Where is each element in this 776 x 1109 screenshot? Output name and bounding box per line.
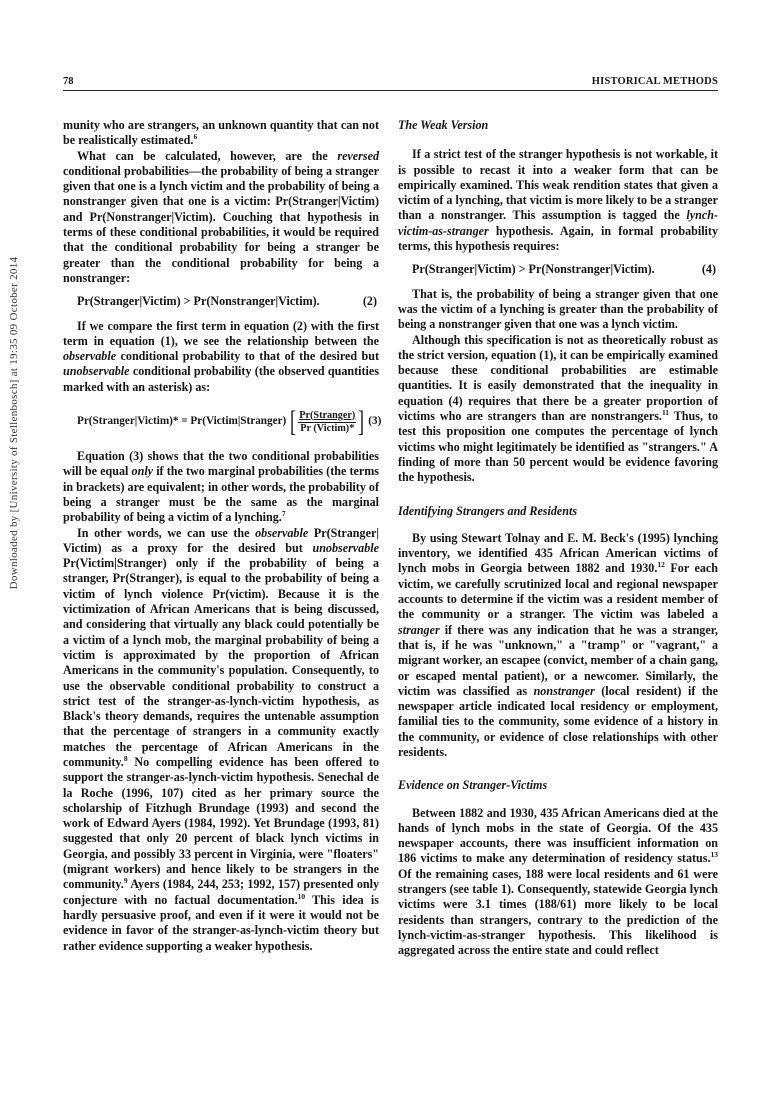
download-watermark <box>6 140 22 705</box>
equation-lhs: Pr(Stranger|Victim)* = Pr(Victim|Stranger) <box>77 415 287 428</box>
fraction-numerator: Pr(Stranger) <box>299 409 356 421</box>
download-note: Downloaded by [University of Stellenbosch] at 19:35 09 October 2014 <box>8 256 20 589</box>
footnote-ref: 8 <box>123 753 128 763</box>
equation-2 <box>63 294 379 309</box>
fraction-denominator: Pr (Victim)* <box>300 422 355 434</box>
footnote-ref: 11 <box>661 408 670 418</box>
equation-body: Pr(Stranger|Victim) > Pr(Nonstranger|Victim). <box>77 294 320 309</box>
paragraph: In other words, we can use the observable Pr(Stranger| Victim) as a proxy for the desired but unobservable Pr(Victim|Stranger) only if the probability of being a stranger, Pr(Stranger), is equal to the probability of being a victim of lynch violence Pr(victim). Because it is the victimization of African Americans that is being discussed, and considering that virtually any black could potentially be a victim of a lynch mob, the marginal probability of being a victim is approximated by the proportion of African Americans in the community's population. Consequently, to use the observable conditional probability to construct a strict test of the stranger-as-lynch-victim hypothesis, as Black's theory demands, requires the untenable assumption that the percentage of strangers in a community exactly matches the percentage of African Americans in the community.$^8$ No compelling evidence has been offered to support the stranger-as-lynch-victim hypothesis. Senechal de la Roche (1996, 107) cited as her primary source the scholarship of Fitzhugh Brundage (1993) and second the work of Edward Ayers (1984, 1992). Yet Brundage (1993, 81) suggested that only 20 percent of black lynch victims in Georgia, and possibly 33 percent in Virginia, were "floaters" (migrant workers) and hence likely to be strangers in the community.$^9$ Ayers (1984, 244, 253; 1992, 157) presented only conjecture with no factual documentation.$^{10}$ This idea is hardly persuasive proof, and even if it were it would not be evidence in favor of the stranger-as-lynch-victim theory but rather evidence supporting a weaker hypothesis. <box>63 525 379 953</box>
equation-4 <box>398 262 718 277</box>
equation-number: (2) <box>362 294 377 309</box>
equation-3 <box>63 405 382 439</box>
header-rule <box>63 90 718 91</box>
paragraph: That is, the probability of being a stranger given that one was the victim of a lynching is greater than the probability of being a nonstranger given that one was a lynch victim. <box>398 286 718 332</box>
journal-title: HISTORICAL METHODS <box>591 76 718 87</box>
footnote-ref: 10 <box>297 891 306 901</box>
paragraph: If we compare the first term in equation (2) with the first term in equation (1), we see the relationship between the observable conditional probability to that of the desired but unobservable conditional probability (the observed quantities marked with an asterisk) as: <box>63 318 379 394</box>
paragraph: Equation (3) shows that the two conditional probabilities will be equal only if the two marginal probabilities (the terms in brackets) are equivalent; in other words, the probability of being a stranger must be the same as the marginal probability of being a victim of a lynching.$^7$ <box>63 449 379 525</box>
running-header <box>63 76 718 90</box>
paragraph: What can be calculated, however, are the reversed conditional probabilities—the probability of being a stranger given that one is a lynch victim and the probability of being a nonstranger given that one is a victim: Pr(Stranger|Victim) and Pr(Nonstranger|Victim). Couching that hypothesis in terms of these conditional probabilities, it would be required that the conditional probability for being a stranger be greater than the conditional probability for being a nonstranger: <box>63 148 379 285</box>
section-heading: The Weak Version <box>398 118 489 132</box>
page-number: 78 <box>63 76 74 87</box>
left-column <box>63 118 382 954</box>
paragraph: By using Stewart Tolnay and E. M. Beck's (1995) lynching inventory, we identified 435 African American victims of lynch mobs in Georgia between 1882 and 1930.12 For each victim, we carefully scrutinized local and regional newspaper accounts to determine if the victim was a resident member of the community or a stranger. The victim was labeled a stranger if there was any indication that he was a stranger, that is, if he was "unknown," a "tramp" or "vagrant," a migrant worker, an escapee (convict, member of a chain gang, or escaped mental patient), or a newcomer. Similarly, the victim was classified as nonstranger (local resident) if the newspaper article indicated local residency or employment, familial ties to the community, some evidence of a history in the community, or evidence of close relationships with other residents. <box>398 530 719 759</box>
paragraph: If a strict test of the stranger hypothesis is not workable, it is possible to recast it into a weaker form that can be empirically examined. This weak rendition states that given a victim of a lynching, that victim is more likely to be a stranger than a nonstranger. This assumption is tagged the lynch-victim-as-stranger hypothesis. Again, in formal probability terms, this hypothesis requires: <box>398 147 718 254</box>
equation-body: Pr(Stranger|Victim) > Pr(Nonstranger|Victim). <box>412 262 655 277</box>
bracketed-fraction: [ $\frac{\text{Pr(Stranger)}}{\text{Pr (Victim)*}}$ ] <box>290 405 365 439</box>
footnote-ref: 9 <box>123 876 128 886</box>
section-heading: Evidence on Stranger-Victims <box>398 778 548 793</box>
paragraph: Between 1882 and 1930, 435 African Americans died at the hands of lynch mobs in the state of Georgia. Of the 435 newspaper accounts, there was insufficient information on 186 victims to make any determination of residency status.$^{13}$ Of the remaining cases, 188 were local residents and 61 were strangers (see table 1). Consequently, statewide Georgia lynch victims were 3.1 times (188/61) more likely to be local residents than strangers, contrary to the prediction of the lynch-victim-as-stranger hypothesis. This likelihood is aggregated across the entire state and could reflect <box>398 805 718 958</box>
equation-number: (4) <box>701 262 716 277</box>
paragraph: Although this specification is not as theoretically robust as the strict version, equation (1), it can be empirically examined because these conditional probabilities are estimable quantities. It is easily demonstrated that the inequality in equation (4) requires that there be a greater proportion of victims who are strangers than are nonstrangers.$^{11}$ Thus, to test this proposition one computes the percentage of lynch victims who might legitimately be identified as "strangers." A finding of more than 50 percent would be evidence favoring the hypothesis. <box>398 332 718 485</box>
footnote-ref: 13 <box>710 850 718 860</box>
footnote-ref: 7 <box>281 509 286 519</box>
paragraph: munity who are strangers, an unknown quantity that can not be realistically estimated.$^6$ <box>63 118 379 148</box>
footnote-ref: 6 <box>193 132 198 142</box>
right-column <box>398 118 718 959</box>
section-heading: Identifying Strangers and Residents <box>398 503 578 518</box>
footnote-ref: 12 <box>657 560 665 570</box>
equation-number: (3) <box>368 415 382 428</box>
